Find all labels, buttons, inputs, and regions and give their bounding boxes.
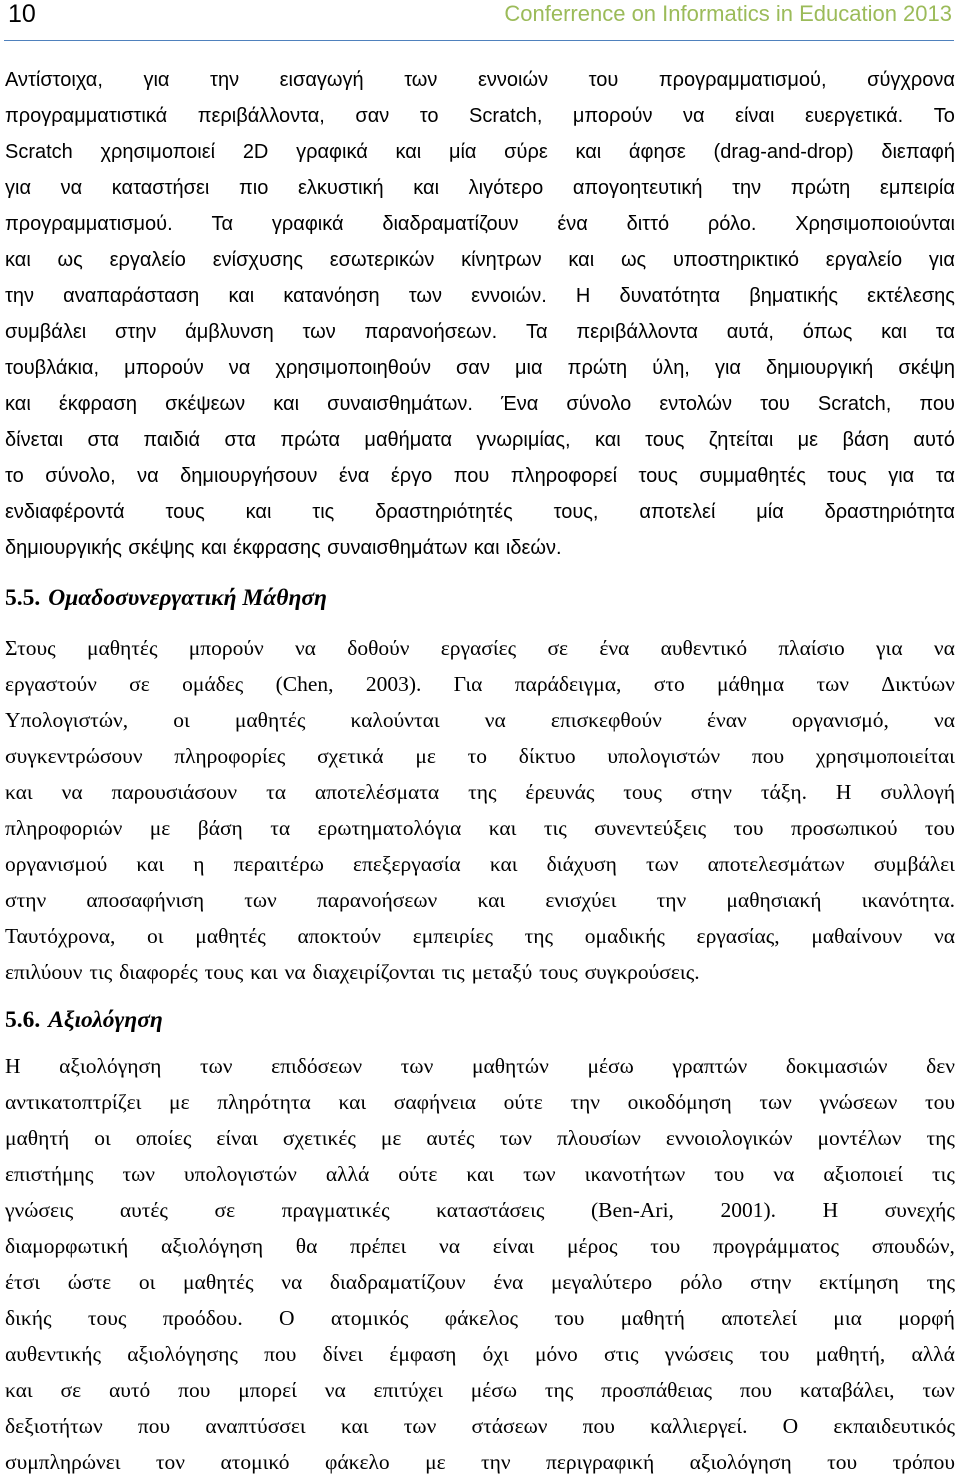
text-line: στην αποσαφήνιση των παρανοήσεων και ενισχύει την μαθησιακή ικανότητα.: [5, 888, 955, 912]
page-header: [4, 0, 954, 41]
text-line: συμβάλει στην άμβλυνση των παρανοήσεων. Τα περιβάλλοντα αυτά, όπως και τα: [5, 321, 955, 343]
paragraph-group-work: [5, 630, 955, 990]
text-line: οργανισμού και η περαιτέρω επεξεργασία και διάχυση των αποτελεσμάτων συμβάλει: [5, 852, 955, 876]
paragraph-scratch: [5, 62, 955, 566]
text-line: εργαστούν σε ομάδες (Chen, 2003). Για παράδειγμα, στο μάθημα των Δικτύων: [5, 672, 955, 696]
text-line: το σύνολο, να δημιουργήσουν ένα έργο που πληροφορεί τους συμμαθητές τους για τα: [5, 465, 955, 487]
text-line: δικής τους προόδου. Ο ατομικός φάκελος του μαθητή αποτελεί μια μορφή: [5, 1306, 955, 1330]
text-line: επιλύουν τις διαφορές τους και να διαχειρίζονται τις μεταξύ τους συγκρούσεις.: [5, 960, 700, 984]
text-line: και σε αυτό που μπορεί να επιτύχει μέσω της προσπάθειας που καταβάλει, των: [5, 1378, 955, 1402]
section-title: Ομαδοσυνεργατική Μάθηση: [48, 585, 327, 611]
section-number: 5.6.: [5, 1007, 41, 1033]
text-line: Η αξιολόγηση των επιδόσεων των μαθητών μέσω γραπτών δοκιμασιών δεν: [5, 1054, 955, 1078]
text-line: γνώσεις αυτές σε πραγματικές καταστάσεις (Ben-Ari, 2001). Η συνεχής: [5, 1198, 955, 1222]
text-line: πληροφοριών με βάση τα ερωτηματολόγια και τις συνεντεύξεις του προσωπικού του: [5, 816, 955, 840]
section-heading-5-5: [5, 580, 955, 616]
text-line: την αναπαράσταση και κατανόηση των εννοιών. Η δυνατότητα βηματικής εκτέλεσης: [5, 285, 955, 307]
text-line: τουβλάκια, μπορούν να χρησιμοποιηθούν σαν μια πρώτη ύλη, για δημιουργική σκέψη: [5, 357, 955, 379]
text-line: και ως εργαλείο ενίσχυσης εσωτερικών κίνητρων και ως υποστηρικτικό εργαλείο για: [5, 249, 955, 271]
section-number: 5.5.: [5, 585, 41, 611]
text-line: αυθεντικής αξιολόγησης που δίνει έμφαση όχι μόνο στις γνώσεις του μαθητή, αλλά: [5, 1342, 955, 1366]
text-line: Στους μαθητές μπορούν να δοθούν εργασίες σε ένα αυθεντικό πλαίσιο για να: [5, 636, 955, 660]
text-line: συμπληρώνει τον ατομικό φάκελο με την περιγραφική αξιολόγηση του τρόπου: [5, 1450, 955, 1474]
text-line: για να καταστήσει πιο ελκυστική και λιγότερο απογοητευτική την πρώτη εμπειρία: [5, 177, 955, 199]
paragraph-assessment: [5, 1048, 955, 1480]
section-heading-5-6: [5, 1002, 955, 1038]
text-line: Ταυτόχρονα, οι μαθητές αποκτούν εμπειρίες της ομαδικής εργασίας, μαθαίνουν να: [5, 924, 955, 948]
text-line: διαμορφωτική αξιολόγηση θα πρέπει να είναι μέρος του προγράμματος σπουδών,: [5, 1234, 955, 1258]
text-line: και έκφραση σκέψεων και συναισθημάτων. Ένα σύνολο εντολών του Scratch, που: [5, 393, 955, 415]
text-line: αντικατοπτρίζει με πληρότητα και σαφήνεια ούτε την οικοδόμηση των γνώσεων του: [5, 1090, 955, 1114]
running-title: Conferrence on Informatics in Education 2013: [504, 1, 952, 26]
page-body: [5, 62, 955, 1480]
text-line: συγκεντρώσουν πληροφορίες σχετικά με το δίκτυο υπολογιστών που χρησιμοποιείται: [5, 744, 955, 768]
text-line: δημιουργικής σκέψης και έκφρασης συναισθημάτων και ιδεών.: [5, 537, 562, 559]
text-line: έτσι ώστε οι μαθητές να διαδραματίζουν ένα μεγαλύτερο ρόλο στην εκτίμηση της: [5, 1270, 955, 1294]
section-title: Αξιολόγηση: [48, 1007, 163, 1033]
text-line: Αντίστοιχα, για την εισαγωγή των εννοιών του προγραμματισμού, σύγχρονα: [5, 69, 955, 91]
text-line: Scratch χρησιμοποιεί 2D γραφικά και μία σύρε και άφησε (drag-and-drop) διεπαφή: [5, 141, 955, 163]
text-line: προγραμματιστικά περιβάλλοντα, σαν το Scratch, μπορούν να είναι ευεργετικά. Το: [5, 105, 955, 127]
page-number: 10: [8, 0, 36, 28]
text-line: Υπολογιστών, οι μαθητές καλούνται να επισκεφθούν έναν οργανισμό, να: [5, 708, 955, 732]
text-line: δίνεται στα παιδιά στα πρώτα μαθήματα γνωριμίας, και τους ζητείται με βάση αυτό: [5, 429, 955, 451]
text-line: προγραμματισμού. Τα γραφικά διαδραματίζουν ένα διττό ρόλο. Χρησιμοποιούνται: [5, 213, 955, 235]
text-line: επιστήμης των υπολογιστών αλλά ούτε και των ικανοτήτων του να αξιοποιεί τις: [5, 1162, 955, 1186]
text-line: και να παρουσιάσουν τα αποτελέσματα της έρευνάς τους στην τάξη. Η συλλογή: [5, 780, 955, 804]
text-line: ενδιαφέροντά τους και τις δραστηριότητές τους, αποτελεί μία δραστηριότητα: [5, 501, 955, 523]
text-line: δεξιοτήτων που αναπτύσσει και των στάσεων που καλλιεργεί. Ο εκπαιδευτικός: [5, 1414, 955, 1438]
text-line: μαθητή οι οποίες είναι σχετικές με αυτές των πλουσίων εννοιολογικών μοντέλων της: [5, 1126, 955, 1150]
